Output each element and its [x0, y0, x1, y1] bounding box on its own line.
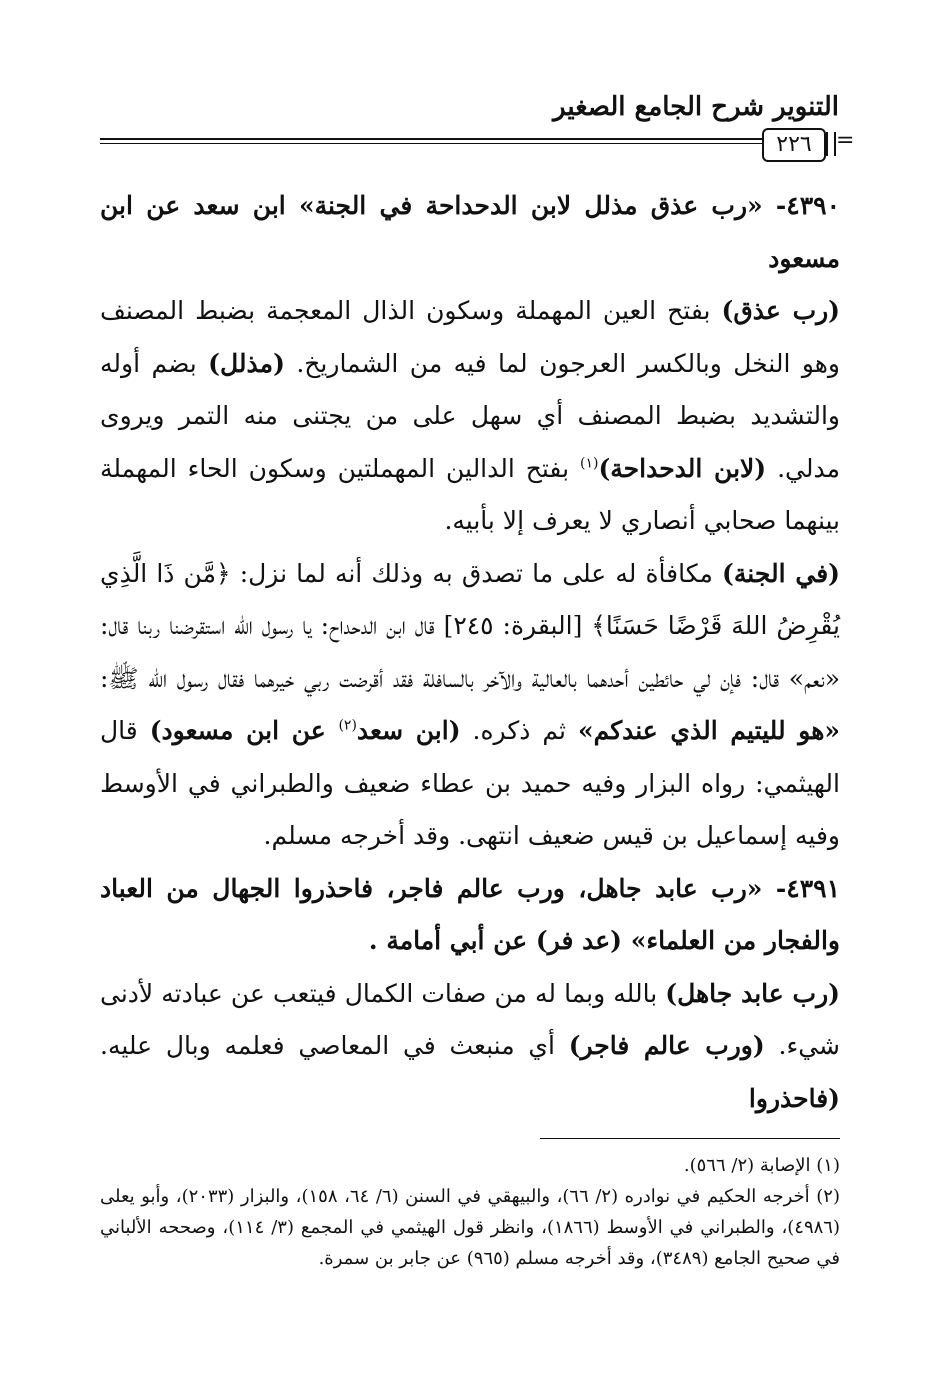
commentary-text: مكافأة له على ما تصدق به وذلك أنه لما نزل: ﴿مَّن ذَا الَّذِي يُقْرِضُ اللهَ قَرْضًا حَسَنًا﴾ [البقرة: ٢٤٥] قال ابن الدحداح: يا رسول الله استقرضنا ربنا قال: «نعم» قال: فإن لي حائطين أحدهما بالعالية والآخر بالسافلة فقد أقرضت ربي خيرهما فقال رسول الله ﷺ:: [100, 558, 841, 693]
footnote-ref-2: (٢): [338, 717, 357, 734]
hadith-4390-heading: ٤٣٩٠- «رب عذق مذلل لابن الدحداحة في الجنة» ابن سعد عن ابن مسعود: [100, 191, 840, 273]
footnote-2: (٢) أخرجه الحكيم في نوادره (٢/ ٦٦)، والبيهقي في السنن (٦/ ٦٤، ١٥٨)، والبزار (٢٠٣٣)، وأبو يعلى (٤٩٨٦)، والطبراني في الأوسط (١٨٦٦)، وانظر قول الهيثمي في المجمع (٣/ ١١٤)، وصححه الألباني في صحيح الجامع (٣٤٨٩)، وقد أخرجه مسلم (٩٦٥) عن جابر بن سمرة.: [100, 1186, 840, 1269]
main-text: [100, 180, 840, 1125]
commentary-term: (رب عابد جاهل): [665, 978, 840, 1008]
commentary-term: (مذلل): [208, 348, 285, 378]
page-number: ٢٢٦: [762, 128, 826, 162]
page-number-ornament: [826, 132, 836, 156]
commentary-term: (رب عذق): [721, 296, 841, 325]
page-marker: =: [836, 128, 855, 153]
commentary-term: (ابن سعد: [356, 716, 461, 745]
commentary-text: بضم أوله والتشديد بضبط المصنف أي سهل على من يجتنى منه التمر ويروى مدلي.: [100, 348, 840, 483]
hadith-4391-heading: ٤٣٩١- «رب عابد جاهل، ورب عالم فاجر، فاحذروا الجهال من العباد والفجار من العلماء» (عد فر) عن أبي أمامة .: [100, 873, 840, 955]
hadith-4391-commentary-1: [100, 968, 840, 1126]
commentary-term: (لابن الدحداحة): [598, 453, 767, 483]
commentary-text: ثم ذكره.: [460, 716, 578, 745]
footnote-1: (١) الإصابة (٢/ ٥٦٦).: [683, 1155, 840, 1176]
commentary-term: (فاحذروا: [748, 1083, 840, 1113]
footnotes: [100, 1150, 840, 1274]
footnote-rule: [540, 1138, 840, 1139]
hadith-4390-commentary-2: [100, 548, 840, 863]
commentary-text: قال الهيثمي: رواه البزار وفيه حميد بن عطاء ضعيف والطبراني في الأوسط وفيه إسماعيل بن قيس ضعيف انتهى. وقد أخرجه مسلم.: [100, 716, 840, 850]
footnote-ref-1: (١): [579, 455, 599, 472]
commentary-term: (ورب عالم فاجر): [568, 1031, 765, 1060]
commentary-text: أي منبعث في المعاصي فعلمه وبال عليه.: [100, 1031, 569, 1060]
book-title: التنوير شرح الجامع الصغير: [553, 92, 839, 122]
commentary-text: بالله وبما له من صفات الكمال فيتعب عن عبادته لأدنى شيء.: [100, 978, 840, 1060]
quoted-hadith: «هو لليتيم الذي عندكم»: [577, 716, 841, 745]
header-rule: [100, 138, 762, 144]
commentary-term: عن ابن مسعود): [149, 716, 339, 745]
commentary-text: بفتح الدالين المهملتين وسكون الحاء المهملة بينهما صحابي أنصاري لا يعرف إلا بأبيه.: [100, 453, 840, 535]
commentary-term: (في الجنة): [722, 558, 841, 588]
commentary-text: بفتح العين المهملة وسكون الذال المعجمة بضبط المصنف وهو النخل وبالكسر العرجون لما فيه من الشماريخ.: [100, 296, 841, 378]
hadith-4390-commentary-1: [100, 285, 840, 548]
